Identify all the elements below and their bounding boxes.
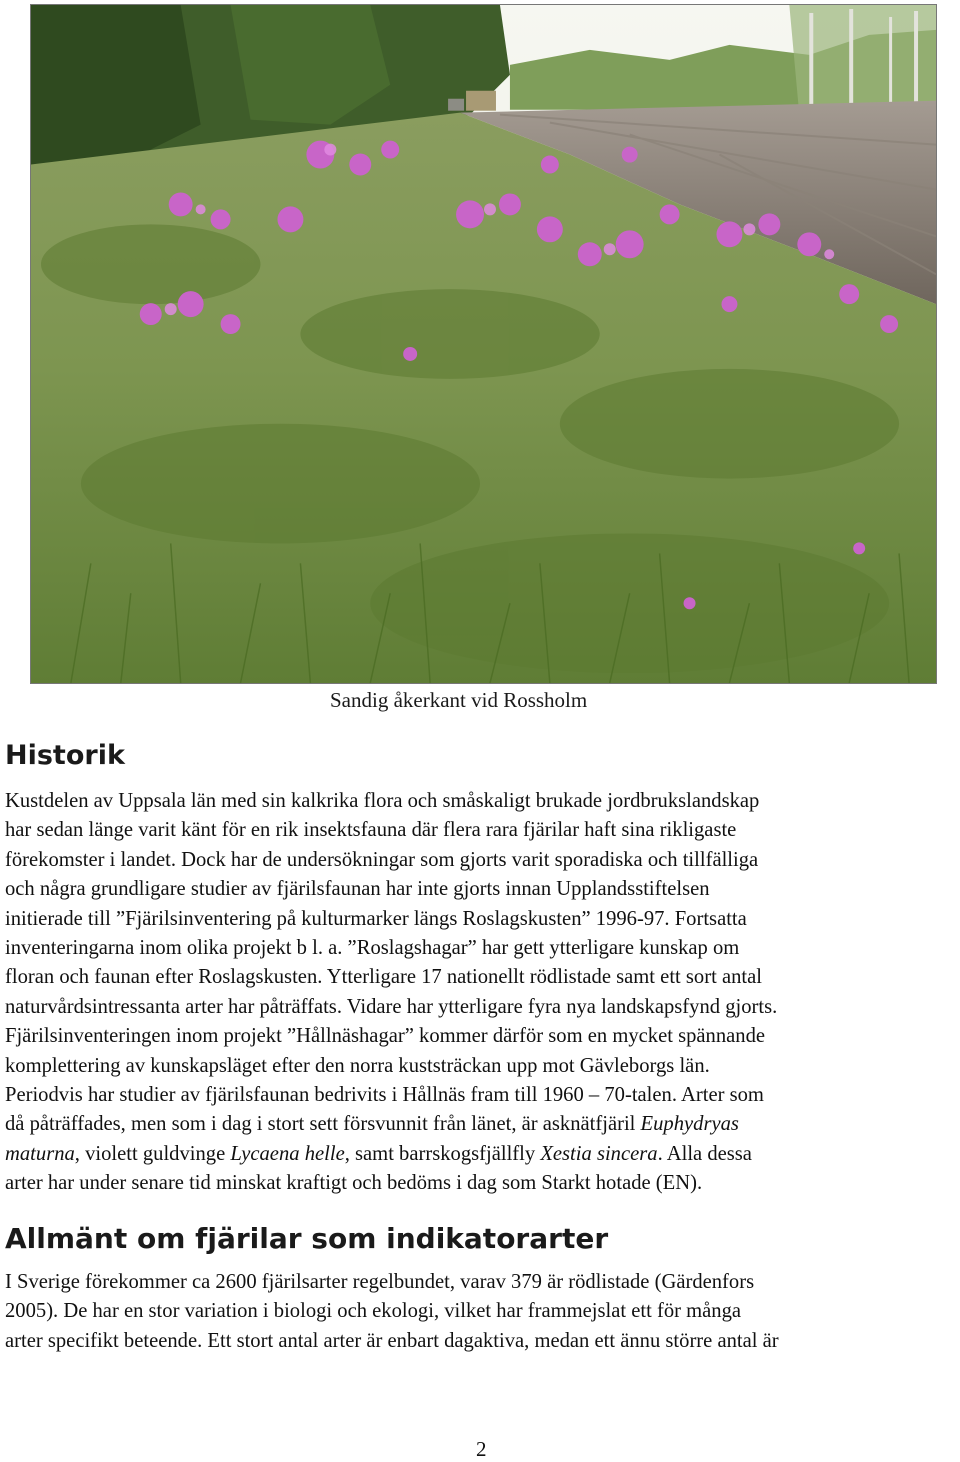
text-line [5, 1081, 960, 1110]
text-line [5, 1297, 960, 1326]
text-line [5, 963, 960, 992]
text-run: initierade till ”Fjärilsinventering på kulturmarker längs Roslagskusten” 1996-97. Fortsatta [5, 907, 747, 930]
text-run: , violett guldvinge [74, 1142, 231, 1165]
text-run: Kustdelen av Uppsala län med sin kalkrika flora och småskaligt brukade jordbrukslandskap [5, 790, 760, 812]
text-run: förekomster i landet. Dock har de undersökningar som gjorts varit sporadiska och tillfälliga [5, 848, 759, 871]
text-line [5, 1327, 960, 1356]
text-line [5, 1052, 960, 1081]
text-line [5, 875, 960, 904]
text-line [5, 1022, 960, 1051]
text-line [5, 993, 960, 1022]
indicator-species-paragraph [5, 1268, 960, 1356]
text-run: Periodvis har studier av fjärilsfaunan bedrivits i Hållnäs fram till 1960 – 70-talen. Arter som [5, 1084, 764, 1107]
text-line [5, 846, 960, 875]
species-name: Lycaena helle [230, 1142, 345, 1165]
text-run: I Sverige förekommer ca 2600 fjärilsarter regelbundet, varav 379 är rödlistade (Gärdenfors [5, 1271, 755, 1293]
text-run: inventeringarna inom olika projekt b l. a. ”Roslagshagar” har gett ytterligare kunskap om [5, 937, 740, 960]
text-run: då påträffades, men som i dag i stort sett försvunnit från länet, är asknätfjäril [5, 1113, 641, 1136]
text-line [5, 934, 960, 963]
text-run: , samt barrskogsfjällfly [344, 1142, 541, 1165]
text-run: naturvårdsintressanta arter har påträffats. Vidare har ytterligare fyra nya landskapsfynd gjorts. [5, 995, 778, 1018]
text-line [5, 787, 960, 816]
text-line [5, 1110, 960, 1139]
text-line [5, 1268, 960, 1297]
text-run: . Alla dessa [657, 1142, 752, 1165]
text-run: komplettering av kunskapsläget efter den norra kuststräckan upp mot Gävleborgs län. [5, 1054, 710, 1077]
section-heading-indicator-species: Allmänt om fjärilar som indikatorarter [5, 1222, 609, 1255]
section-heading-historik: Historik [5, 740, 125, 771]
text-run: Fjärilsinventeringen inom projekt ”Hållnäshagar” kommer därför som en mycket spännande [5, 1025, 766, 1048]
text-run: arter har under senare tid minskat kraftigt och bedöms i dag som Starkt hotade (EN). [5, 1172, 703, 1195]
text-line [5, 1169, 960, 1198]
species-name: Xestia sincera [540, 1142, 658, 1165]
text-run: arter specifikt beteende. Ett stort antal arter är enbart dagaktiva, medan ett ännu större antal är [5, 1329, 779, 1352]
text-line [5, 905, 960, 934]
text-line [5, 816, 960, 845]
photo-caption: Sandig åkerkant vid Rossholm [330, 688, 588, 712]
text-run: floran och faunan efter Roslagskusten. Ytterligare 17 nationellt rödlistade samt ett sort antal [5, 966, 762, 989]
text-run: har sedan länge varit känt för en rik insektsfauna där flera rara fjärilar haft sina rikligaste [5, 819, 737, 842]
species-name: maturna [5, 1142, 75, 1165]
page-number: 2 [476, 1437, 487, 1461]
text-line [5, 1140, 960, 1169]
species-name: Euphydryas [640, 1113, 739, 1136]
text-run: 2005). De har en stor variation i biologi och ekologi, vilket har frammejslat ett för många [5, 1300, 742, 1323]
text-run: och några grundligare studier av fjärilsfaunan har inte gjorts innan Upplandsstiftelsen [5, 878, 710, 901]
field-edge-photo [30, 4, 937, 684]
meadow-illustration [31, 5, 936, 683]
historik-paragraph [5, 787, 960, 1199]
